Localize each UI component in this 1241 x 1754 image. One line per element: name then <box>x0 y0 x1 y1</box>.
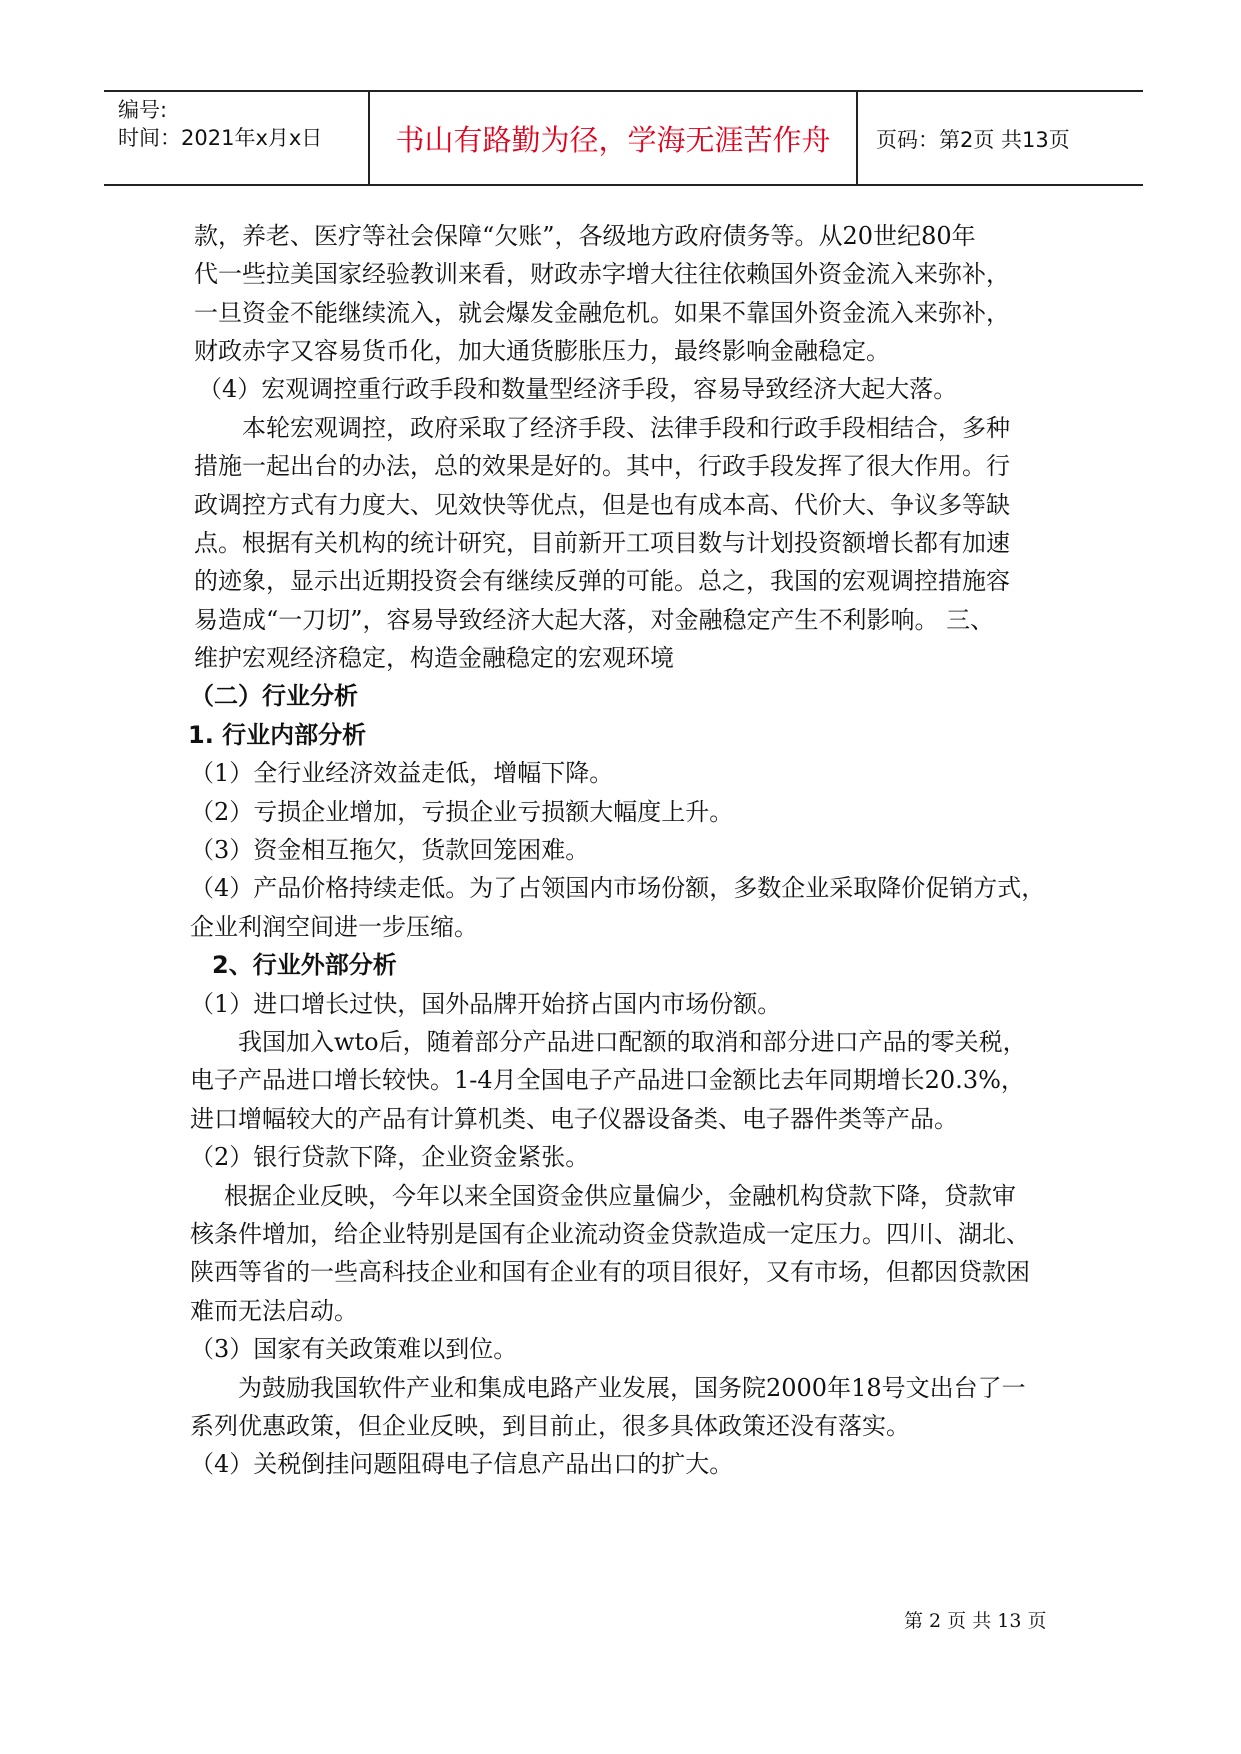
header-left-cell <box>104 92 370 184</box>
text-line: （2）银行贷款下降，企业资金紧张。 <box>190 1143 590 1171</box>
text-line: （4）产品价格持续走低。为了占领国内市场份额，多数企业采取降价促销方式， <box>190 874 1046 902</box>
text-line: 我国加入wto后，随着部分产品进口配额的取消和部分进口产品的零关税， <box>238 1028 1027 1056</box>
text-line: 陕西等省的一些高科技企业和国有企业有的项目很好，又有市场，但都因贷款困 <box>190 1258 1030 1286</box>
text-line: 企业利润空间进一步压缩。 <box>190 913 478 941</box>
text-line: （3）国家有关政策难以到位。 <box>190 1335 518 1363</box>
subsection-heading: 2、行业外部分析 <box>212 951 397 979</box>
header-motto-cell <box>370 92 858 184</box>
text-line: 财政赤字又容易货币化，加大通货膨胀压力，最终影响金融稳定。 <box>194 337 890 365</box>
header-motto: 书山有路勤为径，学海无涯苦作舟 <box>395 123 831 157</box>
text-line: （4）关税倒挂问题阻碍电子信息产品出口的扩大。 <box>190 1450 734 1478</box>
text-line: （2）亏损企业增加，亏损企业亏损额大幅度上升。 <box>190 798 734 826</box>
number-label: 编号: <box>118 98 168 122</box>
text-line: （3）资金相互拖欠，货款回笼困难。 <box>190 836 590 864</box>
text-line: 难而无法启动。 <box>190 1297 358 1325</box>
text-line: 本轮宏观调控，政府采取了经济手段、法律手段和行政手段相结合，多种 <box>242 414 1010 442</box>
text-line: 点。根据有关机构的统计研究，目前新开工项目数与计划投资额增长都有加速 <box>194 529 1010 557</box>
header-right-cell <box>858 92 1143 184</box>
text-line: 为鼓励我国软件产业和集成电路产业发展，国务院2000年18号文出台了一 <box>238 1374 1026 1402</box>
subsection-heading: 1. 行业内部分析 <box>188 721 367 749</box>
text-line: 代一些拉美国家经验教训来看，财政赤字增大往往依赖国外资金流入来弥补， <box>194 260 1010 288</box>
text-line: 易造成“一刀切”，容易导致经济大起大落，对金融稳定产生不利影响。 三、 <box>194 606 995 634</box>
page-header <box>104 90 1143 186</box>
time-label: 时间：2021年x月x日 <box>118 126 323 150</box>
page-footer: 第 2 页 共 13 页 <box>904 1610 1047 1632</box>
text-line: 进口增幅较大的产品有计算机类、电子仪器设备类、电子器件类等产品。 <box>190 1105 958 1133</box>
text-line: 的迹象，显示出近期投资会有继续反弹的可能。总之，我国的宏观调控措施容 <box>194 567 1010 595</box>
page-code: 页码：第2页 共13页 <box>876 128 1070 152</box>
text-line: 措施一起出台的办法，总的效果是好的。其中，行政手段发挥了很大作用。行 <box>194 452 1010 480</box>
text-line: 维护宏观经济稳定，构造金融稳定的宏观环境 <box>194 644 674 672</box>
text-line: （4）宏观调控重行政手段和数量型经济手段，容易导致经济大起大落。 <box>198 375 958 403</box>
text-line: 核条件增加，给企业特别是国有企业流动资金贷款造成一定压力。四川、湖北、 <box>190 1220 1030 1248</box>
text-line: （1）进口增长过快，国外品牌开始挤占国内市场份额。 <box>190 990 782 1018</box>
text-line: 根据企业反映，今年以来全国资金供应量偏少，金融机构贷款下降，贷款审 <box>224 1182 1016 1210</box>
section-heading: （二）行业分析 <box>190 682 358 710</box>
text-line: 电子产品进口增长较快。1-4月全国电子产品进口金额比去年同期增长20.3%， <box>190 1066 1025 1094</box>
text-line: （1）全行业经济效益走低，增幅下降。 <box>190 759 614 787</box>
text-line: 政调控方式有力度大、见效快等优点，但是也有成本高、代价大、争议多等缺 <box>194 491 1010 519</box>
text-line: 一旦资金不能继续流入，就会爆发金融危机。如果不靠国外资金流入来弥补， <box>194 299 1010 327</box>
text-line: 款，养老、医疗等社会保障“欠账”，各级地方政府债务等。从20世纪80年 <box>194 222 976 250</box>
text-line: 系列优惠政策，但企业反映，到目前止，很多具体政策还没有落实。 <box>190 1412 910 1440</box>
